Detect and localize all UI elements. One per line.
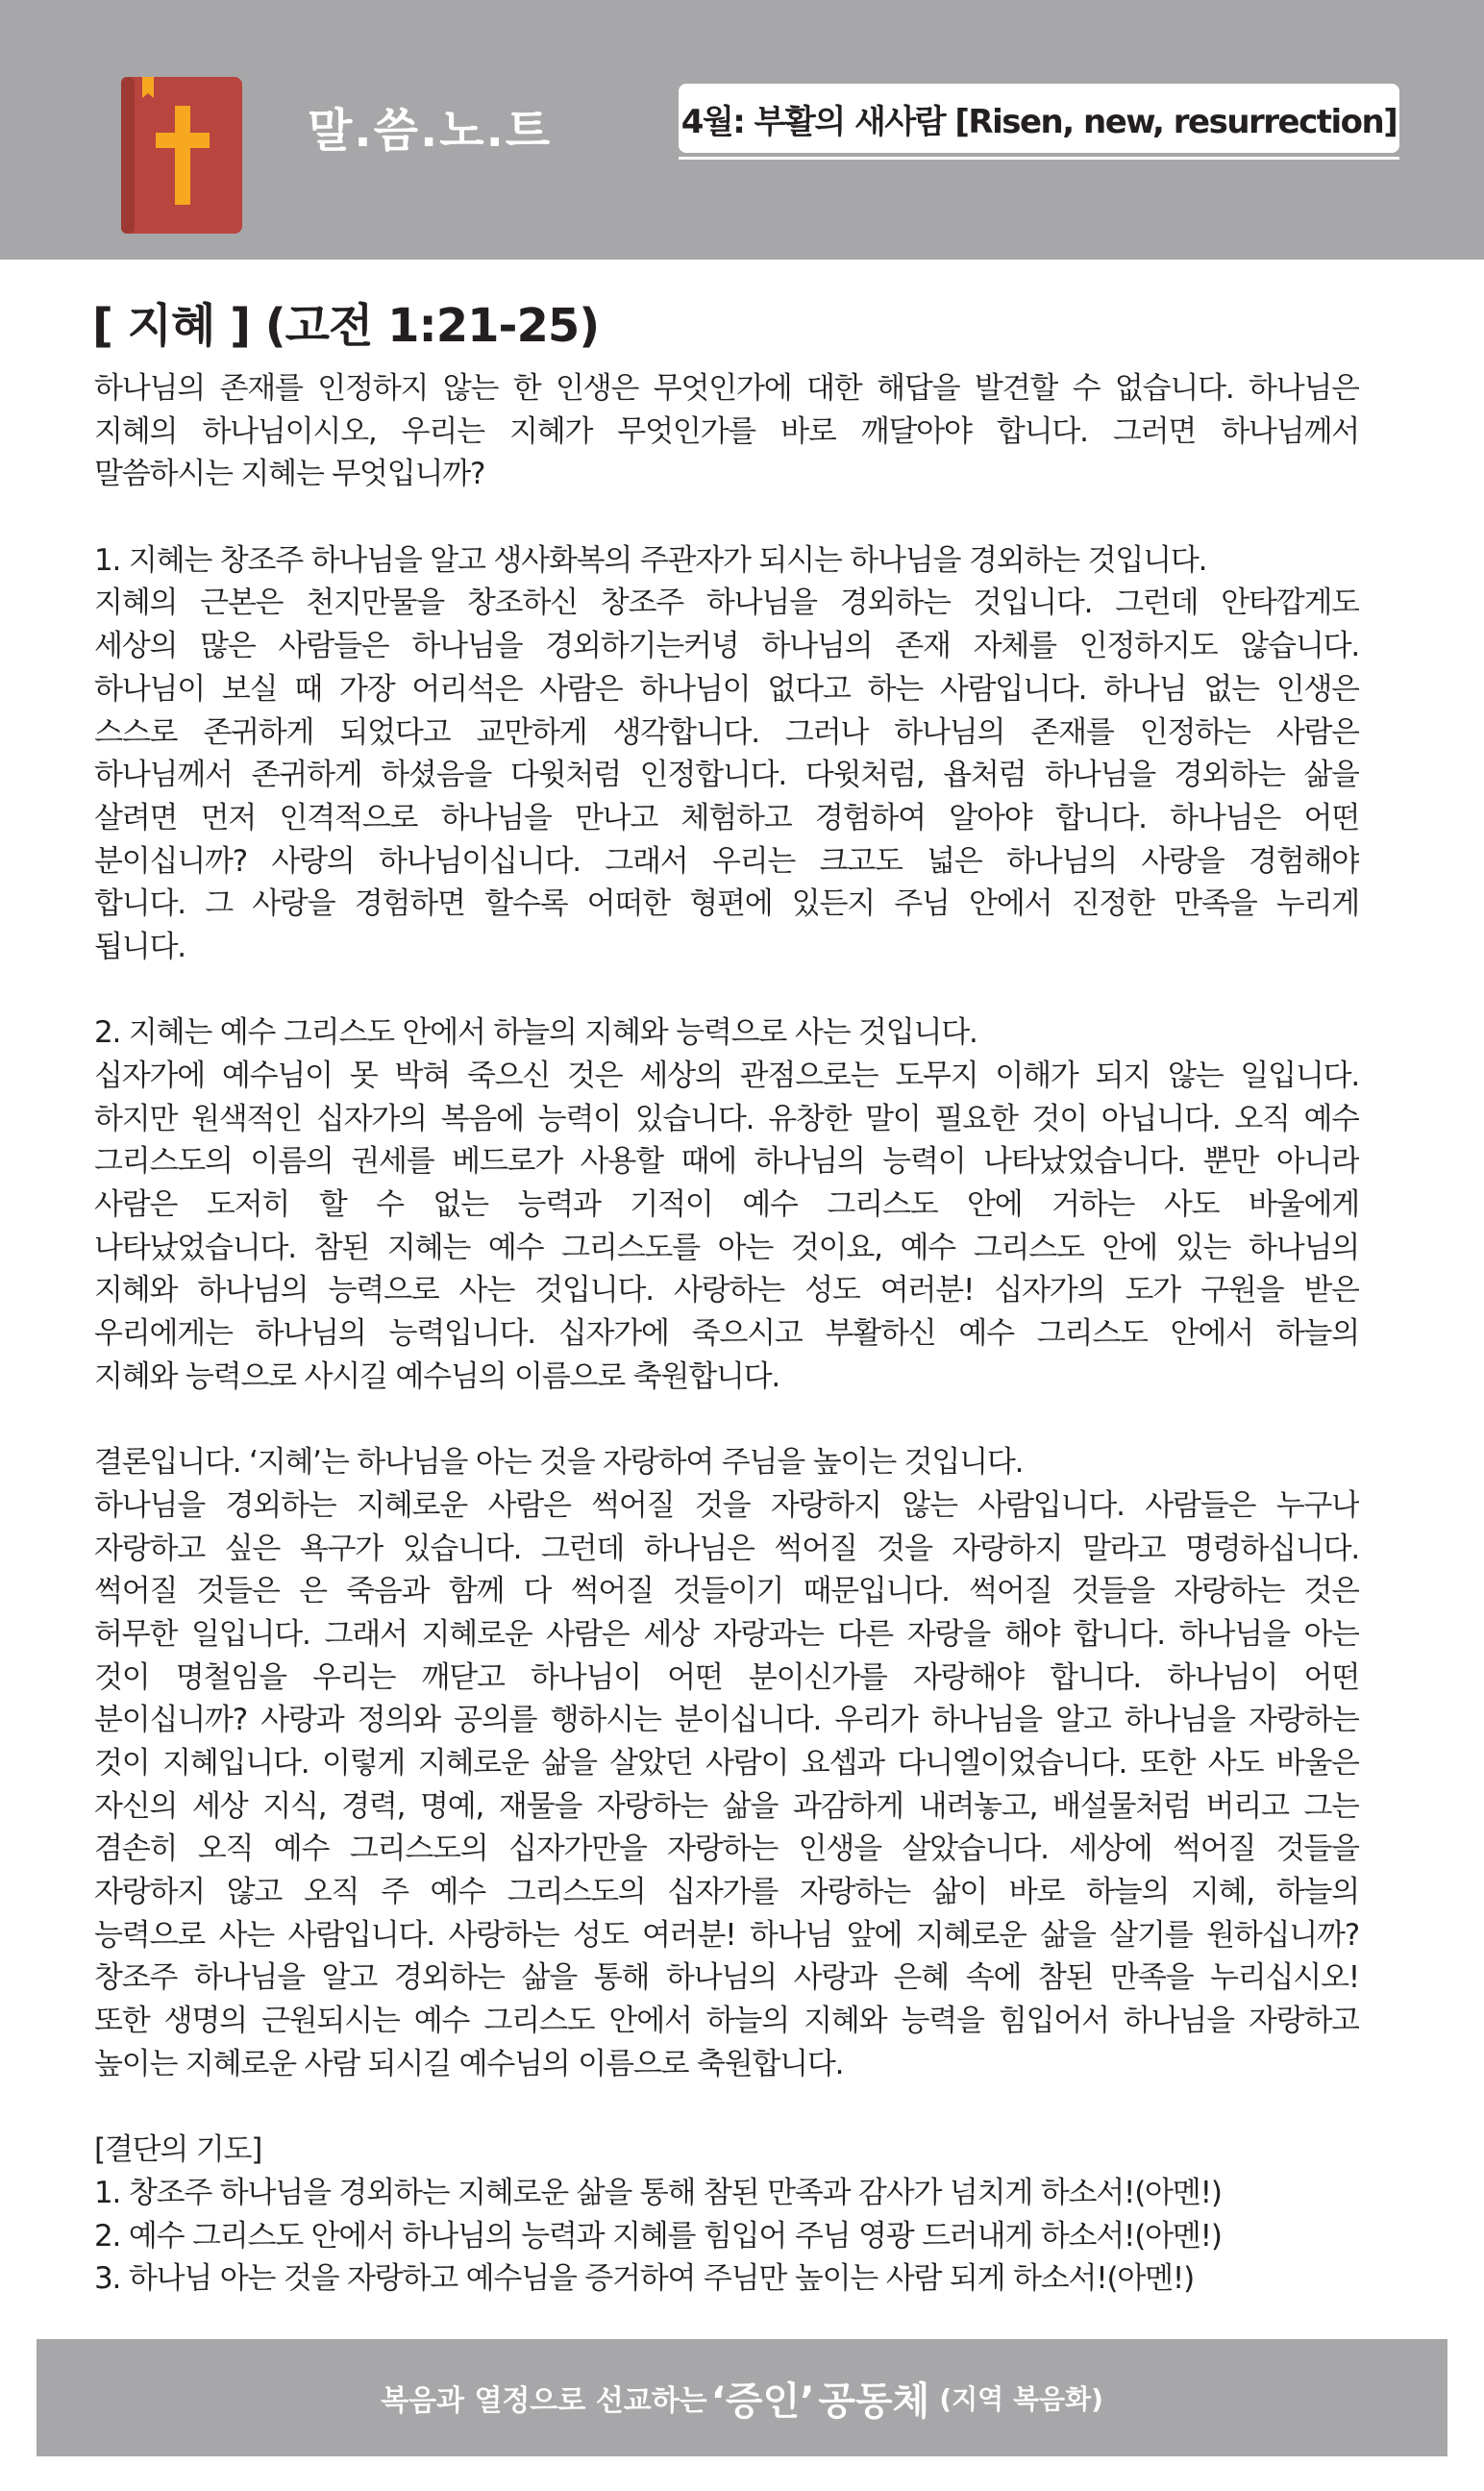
text-line: 세상의 많은 사람들은 하나님을 경외하기는커녕 하나님의 존재 자체를 인정하지도 않습니다.: [94, 629, 1359, 664]
point-heading: 2. 지혜는 예수 그리스도 안에서 하늘의 지혜와 능력으로 사는 것입니다.: [94, 1015, 977, 1051]
text-line: 하나님께서 존귀하게 하셨음을 다윗처럼 인정합니다. 다윗처럼, 욥처럼 하나님을 경외하는 삶을: [94, 758, 1359, 793]
text-line: 십자가에 예수님이 못 박혀 죽으신 것은 세상의 관점으로는 도무지 이해가 되지 않는 일입니다.: [94, 1059, 1359, 1093]
point-heading: 1. 지혜는 창조주 하나님을 알고 생사화복의 주관자가 되시는 하나님을 경외하는 것입니다.: [94, 542, 1207, 578]
point-2-section: [94, 1011, 1359, 1398]
intro-paragraph: [94, 367, 1359, 496]
sermon-body: [94, 367, 1359, 2301]
text-line: 그리스도의 이름의 권세를 베드로가 사용할 때에 하나님의 능력이 나타났었습니다. 뿐만 아니라: [94, 1144, 1359, 1180]
text-line: 자랑하지 않고 오직 주 예수 그리스도의 십자가를 자랑하는 삶이 바로 하늘의 지혜, 하늘의: [94, 1875, 1359, 1910]
text-line: 창조주 하나님을 알고 경외하는 삶을 통해 하나님의 사랑과 은혜 속에 참된 만족을 누리십시오!: [94, 1960, 1359, 1996]
text-line: 지혜의 근본은 천지만물을 창조하신 창조주 하나님을 경외하는 것입니다. 그런데 안타깝게도: [94, 585, 1359, 621]
prayer-item: 3. 하나님 아는 것을 자랑하고 예수님을 증거하여 주님만 높이는 사람 되게 하소서!(아멘!): [94, 2261, 1194, 2297]
prayer-item: 2. 예수 그리스도 안에서 하나님의 능력과 지혜를 힘입어 주님 영광 드러내게 하소서!(아멘!): [94, 2218, 1222, 2254]
text-line: 지혜의 하나님이시오, 우리는 지혜가 무엇인가를 바로 깨달아야 합니다. 그러면 하나님께서: [94, 413, 1359, 449]
footer-slogan: 복음과 열정으로 선교하는: [381, 2384, 707, 2418]
monthly-theme: 4월: 부활의 새사람 [Risen, new, resurrection]: [679, 84, 1399, 153]
text-line: 것이 명철임을 우리는 깨닫고 하나님이 어떤 분이신가를 자랑해야 합니다. 하나님이 어떤: [94, 1659, 1359, 1695]
page-title: [ 지혜 ] (고전 1:21-25): [92, 299, 600, 353]
text-line: 자신의 세상 지식, 경력, 명예, 재물을 자랑하는 삶을 과감하게 내려놓고, 배설물처럼 버리고 그는: [94, 1788, 1359, 1824]
text-line: 하나님이 보실 때 가장 어리석은 사람은 하나님이 없다고 하는 사람입니다. 하나님 없는 인생은: [94, 671, 1359, 707]
text-line: 하나님의 존재를 인정하지 않는 한 인생은 무엇인가에 대한 해답을 발견할 수 없습니다. 하나님은: [94, 371, 1359, 406]
text-line: 썩어질 것들은 은 죽음과 함께 다 썩어질 것들이기 때문입니다. 썩어질 것들을 자랑하는 것은: [94, 1574, 1359, 1609]
text-line: 나타났었습니다. 참된 지혜는 예수 그리스도를 아는 것이요, 예수 그리스도 안에 있는 하나님의: [94, 1230, 1359, 1265]
prayer-section: [94, 2129, 1359, 2301]
text-line: 스스로 존귀하게 되었다고 교만하게 생각합니다. 그러나 하나님의 존재를 인정하는 사람은: [94, 714, 1359, 750]
text-line: 것이 지혜입니다. 이렇게 지혜로운 삶을 살았던 사람이 요셉과 다니엘이었습니다. 또한 사도 바울은: [94, 1746, 1359, 1781]
text-line: 지혜와 하나님의 능력으로 사는 것입니다. 사랑하는 성도 여러분! 십자가의 도가 구원을 받은: [94, 1273, 1359, 1308]
text-line: 됩니다.: [94, 929, 186, 964]
text-line: 능력으로 사는 사람입니다. 사랑하는 성도 여러분! 하나님 앞에 지혜로운 삶을 살기를 원하십니까?: [94, 1917, 1359, 1953]
prayer-heading: [결단의 기도]: [94, 2132, 262, 2168]
text-line: 사람은 도저히 할 수 없는 능력과 기적이 예수 그리스도 안에 거하는 사도 바울에게: [94, 1187, 1359, 1223]
footer-witness: ‘증인’: [710, 2379, 815, 2424]
brand-title: 말.씀.노.트: [308, 104, 553, 158]
text-line: 또한 생명의 근원되시는 예수 그리스도 안에서 하늘의 지혜와 능력을 힘입어서 하나님을 자랑하고: [94, 2004, 1359, 2039]
text-line: 하지만 원색적인 십자가의 복음에 능력이 있습니다. 유창한 말이 필요한 것이 아닙니다. 오직 예수: [94, 1101, 1359, 1136]
text-line: 우리에게는 하나님의 능력입니다. 십자가에 죽으시고 부활하신 예수 그리스도 안에서 하늘의: [94, 1316, 1359, 1352]
header-bar: [0, 0, 1484, 260]
conclusion-section: [94, 1441, 1359, 2085]
footer-subtitle: (지역 복음화): [939, 2383, 1103, 2415]
text-line: 높이는 지혜로운 사람 되시길 예수님의 이름으로 축원합니다.: [94, 2046, 844, 2081]
bible-book-icon: [121, 77, 242, 234]
conclusion-heading: 결론입니다. ‘지혜’는 하나님을 아는 것을 자랑하여 주님을 높이는 것입니다.: [94, 1445, 1024, 1481]
text-line: 분이십니까? 사랑과 정의와 공의를 행하시는 분이십니다. 우리가 하나님을 알고 하나님을 자랑하는: [94, 1703, 1359, 1738]
text-line: 지혜와 능력으로 사시길 예수님의 이름으로 축원합니다.: [94, 1358, 780, 1394]
text-line: 허무한 일입니다. 그래서 지혜로운 사람은 세상 자랑과는 다른 자랑을 해야 합니다. 하나님을 아는: [94, 1616, 1359, 1652]
text-line: 겸손히 오직 예수 그리스도의 십자가만을 자랑하는 인생을 살았습니다. 세상에 썩어질 것들을: [94, 1831, 1359, 1867]
footer-community: 공동체: [818, 2379, 930, 2424]
text-line: 분이십니까? 사랑의 하나님이십니다. 그래서 우리는 크고도 넓은 하나님의 사랑을 경험해야: [94, 843, 1359, 879]
text-line: 합니다. 그 사랑을 경험하면 할수록 어떠한 형편에 있든지 주님 안에서 진정한 만족을 누리게: [94, 886, 1359, 922]
text-line: 자랑하고 싶은 욕구가 있습니다. 그런데 하나님은 썩어질 것을 자랑하지 말라고 명령하십니다.: [94, 1531, 1359, 1566]
footer-banner: [37, 2339, 1447, 2456]
text-line: 살려면 먼저 인격적으로 하나님을 만나고 체험하고 경험하여 알아야 합니다. 하나님은 어떤: [94, 800, 1359, 835]
theme-underline: [679, 157, 1399, 160]
text-line: 말씀하시는 지혜는 무엇입니까?: [94, 457, 485, 492]
text-line: 하나님을 경외하는 지혜로운 사람은 썩어질 것을 자랑하지 않는 사람입니다. 사람들은 누구나: [94, 1487, 1359, 1523]
prayer-item: 1. 창조주 하나님을 경외하는 지혜로운 삶을 통해 참된 만족과 감사가 넘치게 하소서!(아멘!): [94, 2175, 1222, 2210]
point-1-section: [94, 539, 1359, 969]
